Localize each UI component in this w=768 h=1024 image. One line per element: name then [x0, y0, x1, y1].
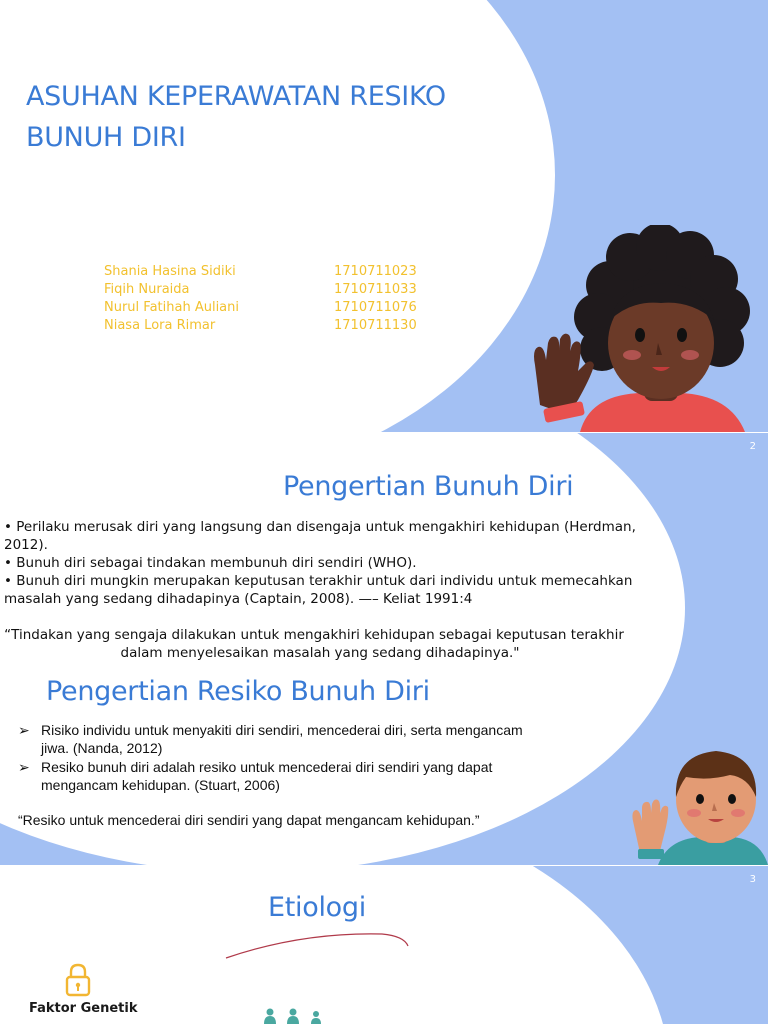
slide-2 [0, 433, 768, 865]
list-item-text: Resiko bunuh diri adalah resiko untuk mencederai diri sendiri yang dapat mengancam kehidupan. (Stuart, 2006) [41, 759, 493, 793]
faktor-genetik-label: Faktor Genetik [29, 1001, 138, 1016]
arrow-bullet-icon: ➢ [18, 759, 30, 775]
author-nim: 1710711033 [334, 282, 417, 297]
decorative-underline [222, 924, 412, 964]
arrow-bullet-icon: ➢ [18, 722, 30, 738]
slide-3 [0, 866, 768, 1024]
heading-pengertian-resiko: Pengertian Resiko Bunuh Diri [46, 676, 430, 707]
author-name: Niasa Lora Rimar [104, 318, 216, 333]
definition-list [4, 518, 684, 608]
author-name: Fiqih Nuraida [104, 282, 190, 297]
quote-block [0, 626, 640, 662]
slide-title: ASUHAN KEPERAWATAN RESIKO BUNUH DIRI [26, 81, 446, 153]
heading-etiologi: Etiologi [268, 892, 366, 923]
author-row [104, 318, 417, 336]
list-item-text: Risiko individu untuk menyakiti diri sendiri, mencederai diri, serta mengancam jiwa. (Nanda, 2012) [41, 722, 523, 756]
heading-pengertian-bunuh-diri: Pengertian Bunuh Diri [283, 471, 574, 502]
quote-line: “Tindakan yang sengaja dilakukan untuk mengakhiri kehidupan sebagai keputusan terakhir [4, 627, 624, 643]
author-name: Nurul Fatihah Auliani [104, 300, 240, 315]
author-nim: 1710711023 [334, 264, 417, 279]
page-number: 3 [749, 874, 756, 885]
page-number: 2 [749, 441, 756, 452]
list-item [18, 721, 538, 757]
quote-line: dalam menyelesaikan masalah yang sedang dihadapinya." [120, 645, 520, 661]
list-item: • Bunuh diri sebagai tindakan membunuh diri sendiri (WHO). [4, 555, 417, 571]
slide-1 [0, 0, 768, 432]
people-group-icon [260, 1006, 326, 1024]
author-nim: 1710711130 [334, 318, 417, 333]
risk-definition-list [18, 721, 538, 794]
author-nim: 1710711076 [334, 300, 417, 315]
speech-bubble [0, 0, 555, 432]
list-item: • Perilaku merusak diri yang langsung dan disengaja untuk mengakhiri kehidupan (Herdman, 2012). [4, 519, 636, 553]
lock-icon [64, 962, 92, 998]
author-row [104, 282, 417, 300]
waving-girl-illustration [520, 225, 768, 432]
author-name: Shania Hasina Sidiki [104, 264, 236, 279]
author-row [104, 264, 417, 282]
list-item [18, 758, 538, 794]
quote-risk: “Resiko untuk mencederai diri sendiri yang dapat mengancam kehidupan.” [18, 812, 480, 828]
list-item: • Bunuh diri mungkin merupakan keputusan terakhir untuk dari individu untuk memecahkan masalah yang sedang dihadapinya (Captain, 2008). —– Keliat 1991:4 [4, 573, 633, 607]
waving-boy-illustration [620, 741, 768, 865]
author-list [104, 264, 417, 336]
author-row [104, 300, 417, 318]
